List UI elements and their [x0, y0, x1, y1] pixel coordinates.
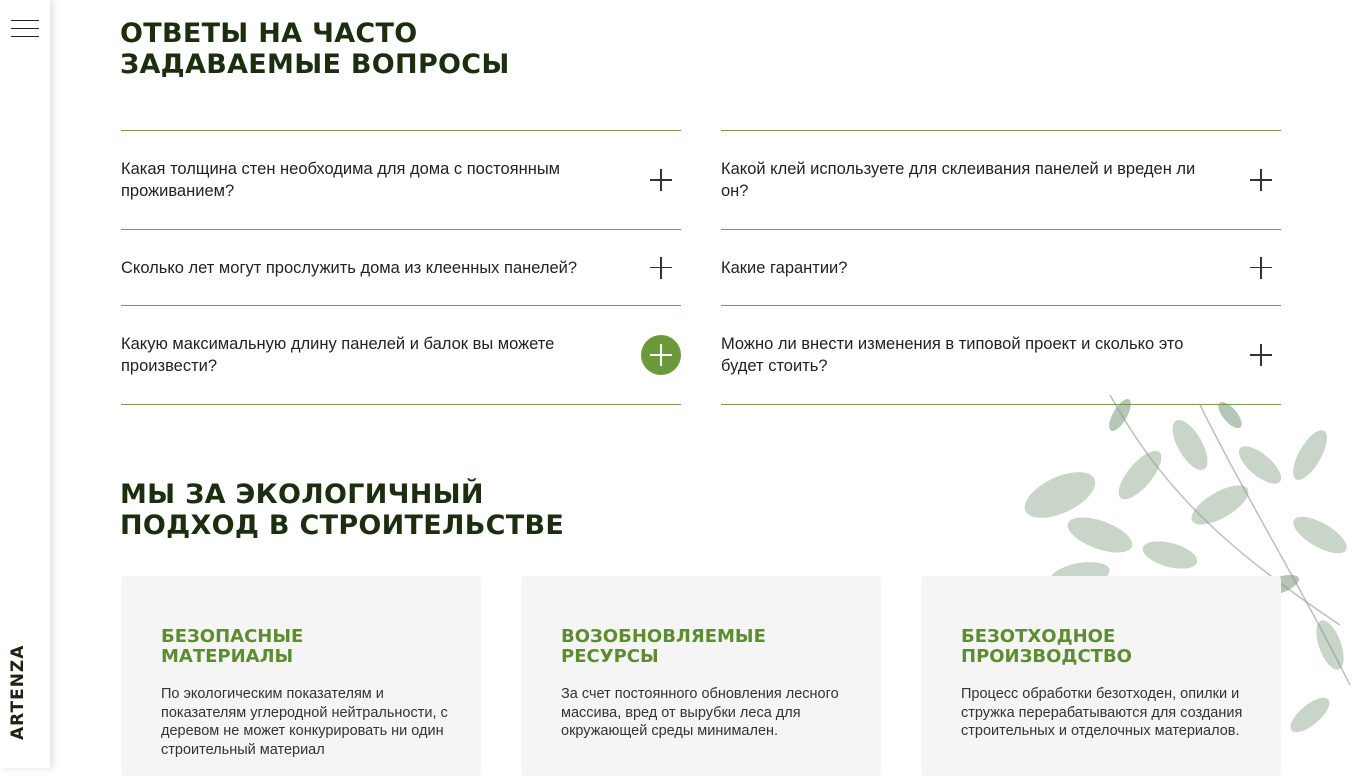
faq-title-line1: ОТВЕТЫ НА ЧАСТО	[120, 18, 418, 49]
faq-title	[120, 18, 680, 80]
card-title-line1: БЕЗОТХОДНОЕ	[961, 626, 1116, 647]
faq-question: Какая толщина стен необходима для дома с постоянным проживанием?	[121, 160, 561, 200]
eco-title-line2: ПОДХОД В СТРОИТЕЛЬСТВЕ	[120, 510, 565, 541]
card-title-line2: ПРОИЗВОДСТВО	[961, 646, 1132, 667]
plus-icon[interactable]	[650, 169, 672, 191]
faq-question: Можно ли внести изменения в типовой проект и сколько это будет стоить?	[721, 335, 1184, 375]
plus-icon[interactable]	[641, 335, 681, 375]
card-text: По экологическим показателям и показателям углеродной нейтральности, с деревом не может конкурировать ни один строительный материал	[161, 686, 448, 758]
faq-item[interactable]	[721, 305, 1281, 405]
card-title	[961, 627, 1261, 667]
brand-logo[interactable]: ARTENZA	[8, 644, 28, 740]
left-sidebar	[0, 0, 50, 768]
eco-card-zero-waste	[921, 576, 1281, 776]
faq-item[interactable]	[121, 229, 681, 305]
eco-card-renewable-resources	[521, 576, 881, 776]
card-title-line2: МАТЕРИАЛЫ	[161, 646, 294, 667]
card-text: Процесс обработки безотходен, опилки и стружка перерабатываются для создания строительных и отделочных материалов.	[961, 686, 1243, 739]
eco-card-safe-materials	[121, 576, 481, 776]
card-title-line2: РЕСУРСЫ	[561, 646, 659, 667]
faq-column-right	[721, 130, 1281, 405]
eco-section-title	[120, 479, 680, 541]
faq-item[interactable]	[121, 130, 681, 229]
faq-item[interactable]	[121, 305, 681, 405]
card-title-line1: БЕЗОПАСНЫЕ	[161, 626, 304, 647]
eco-title-line1: МЫ ЗА ЭКОЛОГИЧНЫЙ	[120, 479, 484, 510]
faq-item[interactable]	[721, 130, 1281, 229]
faq-question: Сколько лет могут прослужить дома из клеенных панелей?	[121, 258, 578, 277]
faq-title-line2: ЗАДАВАЕМЫЕ ВОПРОСЫ	[120, 49, 510, 80]
card-text: За счет постоянного обновления лесного массива, вред от вырубки леса для окружающей среды минимален.	[561, 686, 839, 739]
faq-question: Какие гарантии?	[721, 258, 848, 277]
plus-icon[interactable]	[1250, 257, 1272, 279]
card-title	[561, 627, 861, 667]
card-title	[161, 627, 461, 667]
card-title-line1: ВОЗОБНОВЛЯЕМЫЕ	[561, 626, 766, 647]
plus-icon[interactable]	[1250, 169, 1272, 191]
plus-icon[interactable]	[1250, 344, 1272, 366]
plus-icon[interactable]	[650, 257, 672, 279]
faq-column-left	[121, 130, 681, 405]
hamburger-menu-icon[interactable]	[11, 20, 39, 38]
faq-question: Какой клей используете для склеивания панелей и вреден ли он?	[721, 160, 1196, 200]
faq-question: Какую максимальную длину панелей и балок вы можете произвести?	[121, 335, 555, 375]
faq-item[interactable]	[721, 229, 1281, 305]
